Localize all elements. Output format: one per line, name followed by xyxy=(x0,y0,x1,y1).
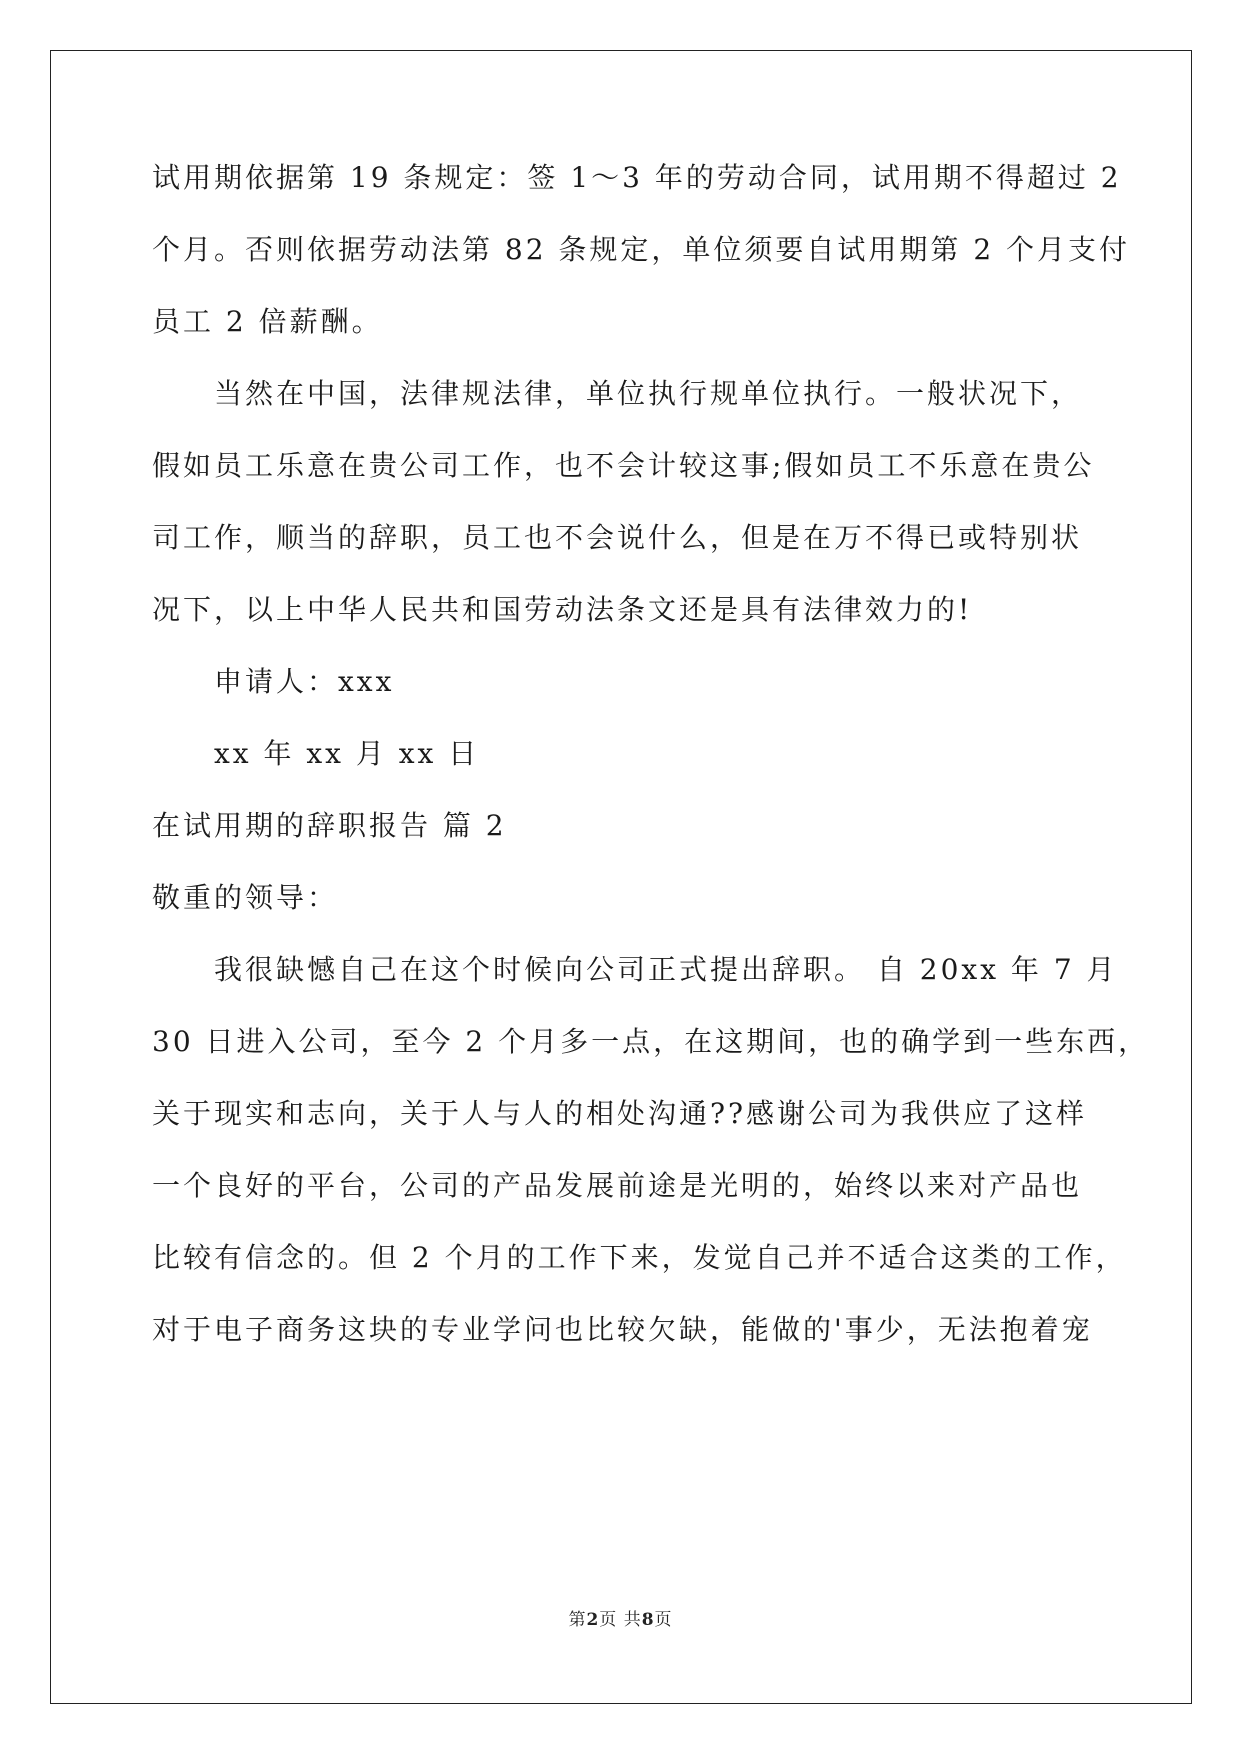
body-line: 一个良好的平台，公司的产品发展前途是光明的，始终以来对产品也 xyxy=(152,1169,1083,1202)
body-line: 司工作，顺当的辞职，员工也不会说什么，但是在万不得已或特别状 xyxy=(152,521,1083,554)
footer-mid: 页 共 xyxy=(599,1610,642,1630)
page-border xyxy=(50,50,1192,1704)
total-page-number: 8 xyxy=(641,1610,655,1630)
body-line: 当然在中国，法律规法律，单位执行规单位执行。一般状况下， xyxy=(214,377,1083,410)
salutation: 敬重的领导： xyxy=(152,881,339,914)
section-heading: 在试用期的辞职报告 篇 2 xyxy=(152,809,507,842)
footer-suffix: 页 xyxy=(654,1610,673,1630)
body-line: 30 日进入公司，至今 2 个月多一点，在这期间，也的确学到一些东西， xyxy=(152,1025,1150,1058)
body-line: 对于电子商务这块的专业学问也比较欠缺，能做的'事少，无法抱着宠 xyxy=(152,1313,1093,1346)
body-line: 况下，以上中华人民共和国劳动法条文还是具有法律效力的! xyxy=(152,593,973,626)
body-line: 我很缺憾自己在这个时候向公司正式提出辞职。 自 20xx 年 7 月 xyxy=(214,953,1118,986)
body-line: 关于现实和志向，关于人与人的相处沟通??感谢公司为我供应了这样 xyxy=(152,1097,1088,1130)
current-page-number: 2 xyxy=(586,1610,600,1630)
page-footer xyxy=(0,1605,1241,1630)
date-line: xx 年 xx 月 xx 日 xyxy=(214,737,480,770)
body-line: 员工 2 倍薪酬。 xyxy=(152,305,383,338)
applicant-line: 申请人：xxx xyxy=(214,665,395,698)
body-line: 比较有信念的。但 2 个月的工作下来，发觉自己并不适合这类的工作， xyxy=(152,1241,1127,1274)
footer-prefix: 第 xyxy=(568,1610,587,1630)
body-line: 试用期依据第 19 条规定：签 1～3 年的劳动合同，试用期不得超过 2 xyxy=(152,161,1122,194)
body-line: 个月。否则依据劳动法第 82 条规定，单位须要自试用期第 2 个月支付 xyxy=(152,233,1131,266)
body-line: 假如员工乐意在贵公司工作，也不会计较这事;假如员工不乐意在贵公 xyxy=(152,449,1095,482)
